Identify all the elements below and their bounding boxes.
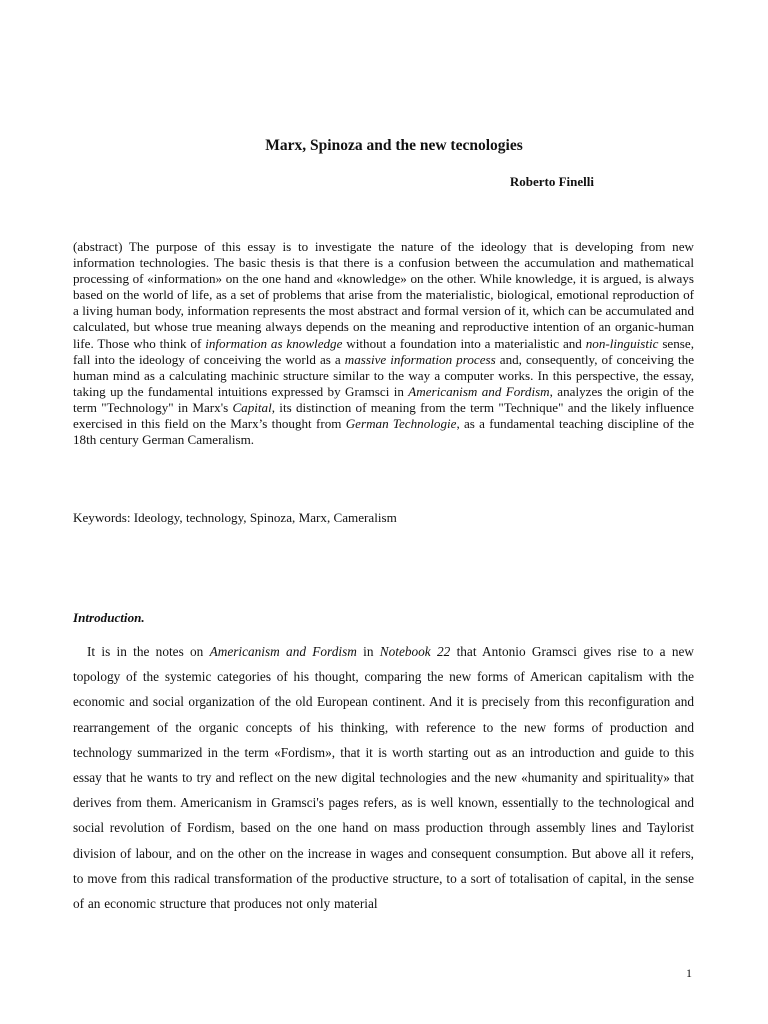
abstract-italic: Americanism and Fordism xyxy=(408,383,550,399)
abstract-text: , as a fundamental teaching discipline of the 18th century German Cameralism. xyxy=(73,416,695,448)
abstract-paragraph xyxy=(73,239,694,448)
paper-title: Marx, Spinoza and the new tecnologies xyxy=(265,137,523,154)
intro-italic: Notebook 22 xyxy=(379,644,451,659)
abstract-italic: non-linguistic xyxy=(585,335,659,351)
intro-text: It is in the notes on xyxy=(87,644,210,659)
author-name: Roberto Finelli xyxy=(509,174,594,189)
abstract-text: without a foundation into a materialistic and xyxy=(342,335,586,351)
abstract-italic: massive information process xyxy=(344,351,496,367)
introduction-paragraph xyxy=(73,639,694,916)
abstract-italic: Capital xyxy=(232,399,272,415)
abstract-text: sense, fall into the ideology of conceiving the world as a xyxy=(73,335,694,367)
abstract-text: , its distinction of meaning from the term "Technique" and the likely influence exercised in this field on the Marx’s thought from xyxy=(73,399,694,432)
abstract-text: , analyzes the origin of the term "Technology" in Marx's xyxy=(73,383,694,415)
page-number: 1 xyxy=(686,966,692,980)
abstract-italic: German Technologie xyxy=(345,416,457,432)
abstract-italic: information as knowledge xyxy=(205,335,343,351)
section-heading-introduction: Introduction. xyxy=(73,610,145,625)
intro-italic: Americanism and Fordism xyxy=(209,644,357,659)
abstract-text: (abstract) The purpose of this essay is to investigate the nature of the ideology that is developing from new information technologies. The basic thesis is that there is a confusion between the accumulation and mathematical processing of «information» on the one hand and «knowledge» on the other. While knowledge, it is argued, is always based on the world of life, as a set of problems that arise from the materialistic, biological, emotional reproduction of a living human body, information represents the most abstract and formal version of it, which can be accumulated and calculated, but whose true meaning always depends on the meaning and reproductive intention of an organic-human life. Those who think of xyxy=(73,239,694,351)
keywords-line: Keywords: Ideology, technology, Spinoza, Marx, Cameralism xyxy=(73,510,397,525)
abstract-text: and, consequently, of conceiving the human mind as a calculating machinic structure similar to the way a computer works. In this perspective, the essay, taking up the fundamental intuitions expressed by Gramsci in xyxy=(73,351,695,399)
intro-text: that Antonio Gramsci gives rise to a new topology of the systemic categories of his thought, comparing the new forms of American capitalism with the economic and social organization of the old European continent. And it is precisely from this reconfiguration and rearrangement of the organic concepts of his thinking, with reference to the new forms of production and technology summarized in the term «Fordism», that it is worth starting out as an introduction and guide to this essay that he wants to try and reflect on the new digital technologies and the new «humanity and spirituality» that derives from them. Americanism in Gramsci's pages refers, as is well known, essentially to the technological and social revolution of Fordism, based on the one hand on mass production through assembly lines and Taylorist division of labour, and on the other on the increase in wages and consequent consumption. But above all it refers, to move from this radical transformation of the productive structure, to a sort of totalisation of capital, in the sense of an economic structure that produces not only material xyxy=(73,644,695,912)
intro-text: in xyxy=(356,644,380,659)
